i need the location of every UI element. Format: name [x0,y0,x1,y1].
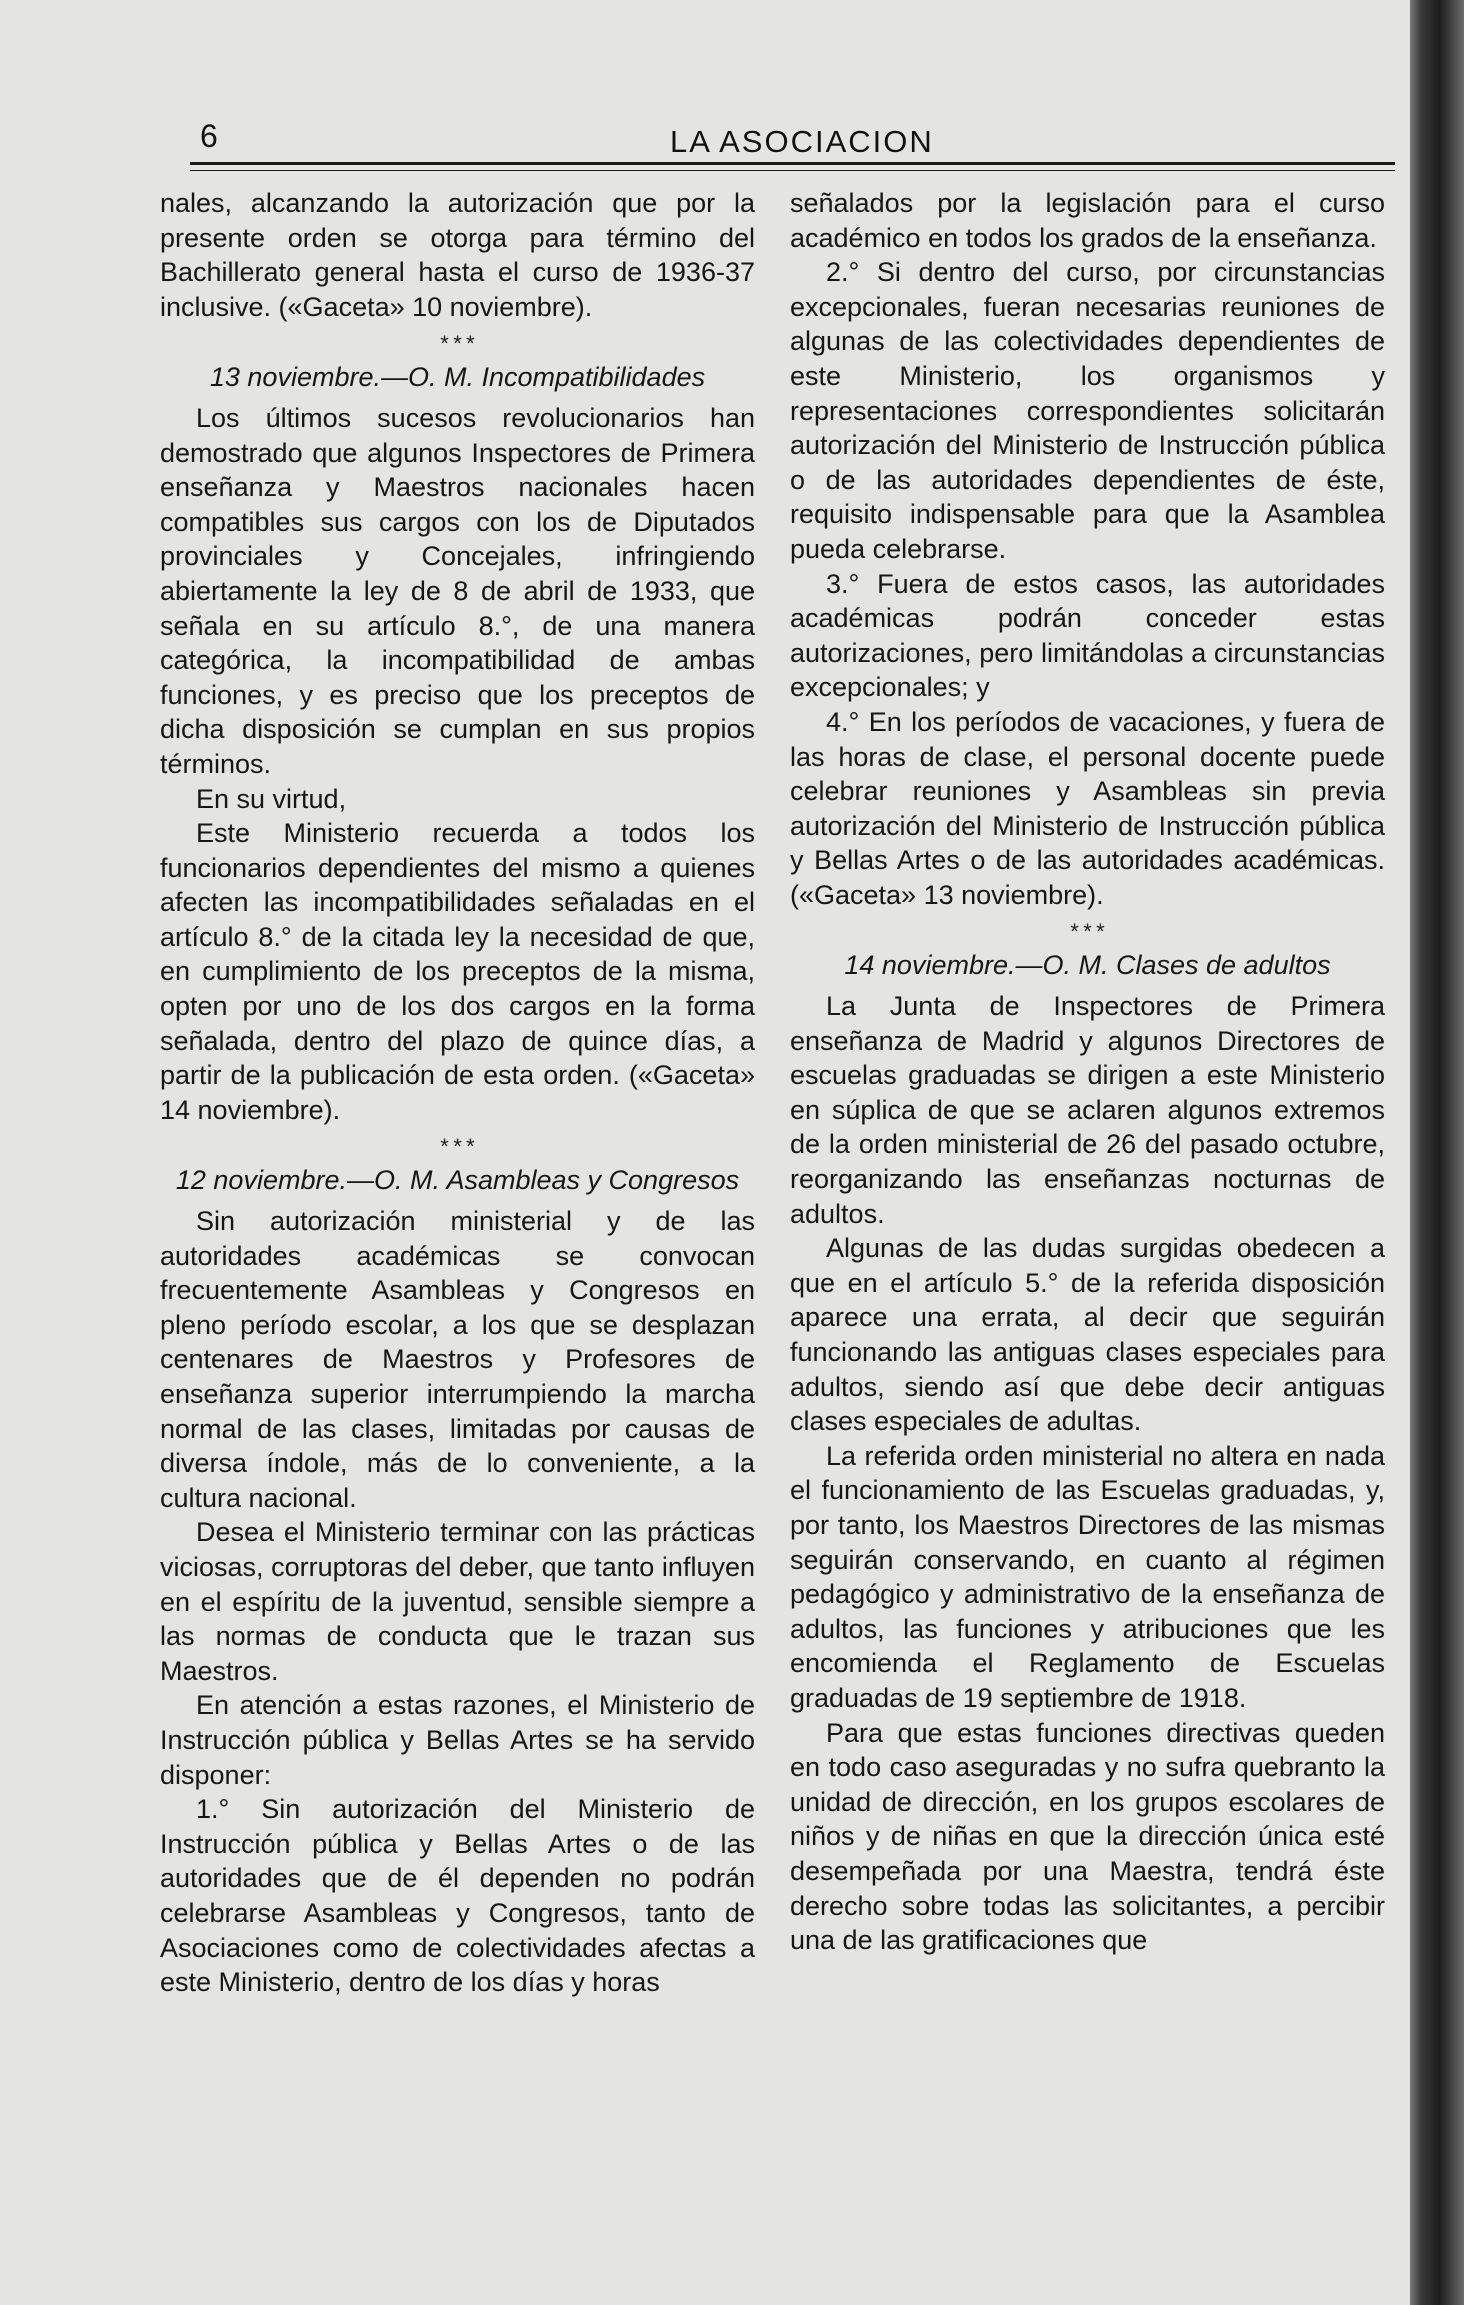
running-title: LA ASOCIACION [670,124,934,159]
paragraph: Sin autorización ministerial y de las autoridades académicas se convocan frecuentemente Asambleas y Congresos en pleno período escolar, a los que se desplazan centenares de Maestros y Profesores de enseñanza superior interrumpiendo la marcha normal de las clases, limitadas por causas de diversa índole, más de lo conveniente, a la cultura nacional. [160,1206,755,1513]
paragraph: Este Ministerio recuerda a todos los funcionarios dependientes del mismo a quienes afecten las incompatibilidades señaladas en el artículo 8.° de la citada ley la necesidad de que, en cumplimiento de los preceptos de la misma, opten por uno de los dos cargos en la forma señalada, dentro del plazo de quince días, a partir de la publicación de esta orden. («Gaceta» 14 noviembre). [160,818,755,1125]
right-column [790,186,1385,1958]
paragraph-continued: nales, alcanzando la autorización que por la presente orden se otorga para término del Bachillerato general hasta el curso de 1936-37 inclusive. («Gaceta» 10 noviembre). [160,188,755,322]
section-heading-asambleas: 12 noviembre.—O. M. Asambleas y Congresos [175,1165,740,1196]
paragraph: En su virtud, [196,783,347,814]
section-heading-clases-adultos: 14 noviembre.—O. M. Clases de adultos [844,950,1331,981]
page-binding-edge [1410,0,1464,2305]
paragraph: La Junta de Inspectores de Primera enseñanza de Madrid y algunos Directores de escuelas graduadas se dirigen a este Ministerio en súplica de que se aclaren algunos extremos de la orden ministerial de 26 del pasado octubre, reorganizando las enseñanzas nocturnas de adultos. [790,991,1385,1229]
left-column [160,186,755,2000]
page-number: 6 [200,118,218,154]
paragraph: 1.° Sin autorización del Ministerio de Instrucción pública y Bellas Artes o de las autoridades que de él dependen no podrán celebrarse Asambleas y Congresos, tanto de Asociaciones como de colectividades afectas a este Ministerio, dentro de los días y horas [160,1794,755,1998]
paragraph: En atención a estas razones, el Ministerio de Instrucción pública y Bellas Artes se ha servido disponer: [160,1690,755,1790]
paragraph: 3.° Fuera de estos casos, las autoridades académicas podrán conceder estas autorizaciones, pero limitándolas a circunstancias excepcionales; y [790,568,1385,703]
page-header [190,118,1390,162]
paragraph: 4.° En los períodos de vacaciones, y fuera de las horas de clase, el personal docente puede celebrar reuniones y Asambleas sin previa autorización del Ministerio de Instrucción pública y Bellas Artes o de las autoridades académicas. («Gaceta» 13 noviembre). [790,706,1385,910]
paragraph: Desea el Ministerio terminar con las prácticas viciosas, corruptoras del deber, que tanto influyen en el espíritu de la juventud, sensible siempre a las normas de conducta que le trazan sus Maestros. [160,1517,755,1686]
section-separator: * * * [440,331,475,357]
paragraph-continued: señalados por la legislación para el curso académico en todos los grados de la enseñanza. [790,188,1385,253]
section-separator: * * * [1070,919,1105,945]
section-separator: * * * [440,1134,475,1160]
paragraph: Los últimos sucesos revolucionarios han demostrado que algunos Inspectores de Primera enseñanza y Maestros nacionales hacen compatibles sus cargos con los de Diputados provinciales y Concejales, infringiendo abiertamente la ley de 8 de abril de 1933, que señala en su artículo 8.°, de una manera categórica, la incompatibilidad de ambas funciones, y es preciso que los preceptos de dicha disposición se cumplan en sus propios términos. [160,402,755,779]
section-heading-incompatibilidades: 13 noviembre.—O. M. Incompatibilidades [209,362,706,393]
header-rule-thin [190,170,1395,171]
paragraph: Para que estas funciones directivas queden en todo caso aseguradas y no sufra quebranto la unidad de dirección, en los grupos escolares de niños y de niñas en que la dirección única esté desempeñada por una Maestra, tendrá éste derecho sobre todas las solicitantes, a percibir una de las gratificaciones que [790,1717,1385,1956]
paragraph: 2.° Si dentro del curso, por circunstancias excepcionales, fueran necesarias reuniones de algunas de las colectividades dependientes de este Ministerio, los organismos y representaciones correspondientes solicitarán autorización del Ministerio de Instrucción pública o de las autoridades dependientes de éste, requisito indispensable para que la Asamblea pueda celebrarse. [790,257,1385,564]
paragraph: La referida orden ministerial no altera en nada el funcionamiento de las Escuelas graduadas, y, por tanto, los Maestros Directores de las mismas seguirán conservando, en cuanto al régimen pedagógico y administrativo de la enseñanza de adultos, las funciones y atribuciones que les encomienda el Reglamento de Escuelas graduadas de 19 septiembre de 1918. [790,1440,1385,1713]
header-rule [190,162,1395,165]
paragraph: Algunas de las dudas surgidas obedecen a que en el artículo 5.° de la referida disposición aparece una errata, al decir que seguirán funcionando las antiguas clases especiales para adultos, siendo así que debe decir antiguas clases especiales de adultas. [790,1233,1385,1437]
